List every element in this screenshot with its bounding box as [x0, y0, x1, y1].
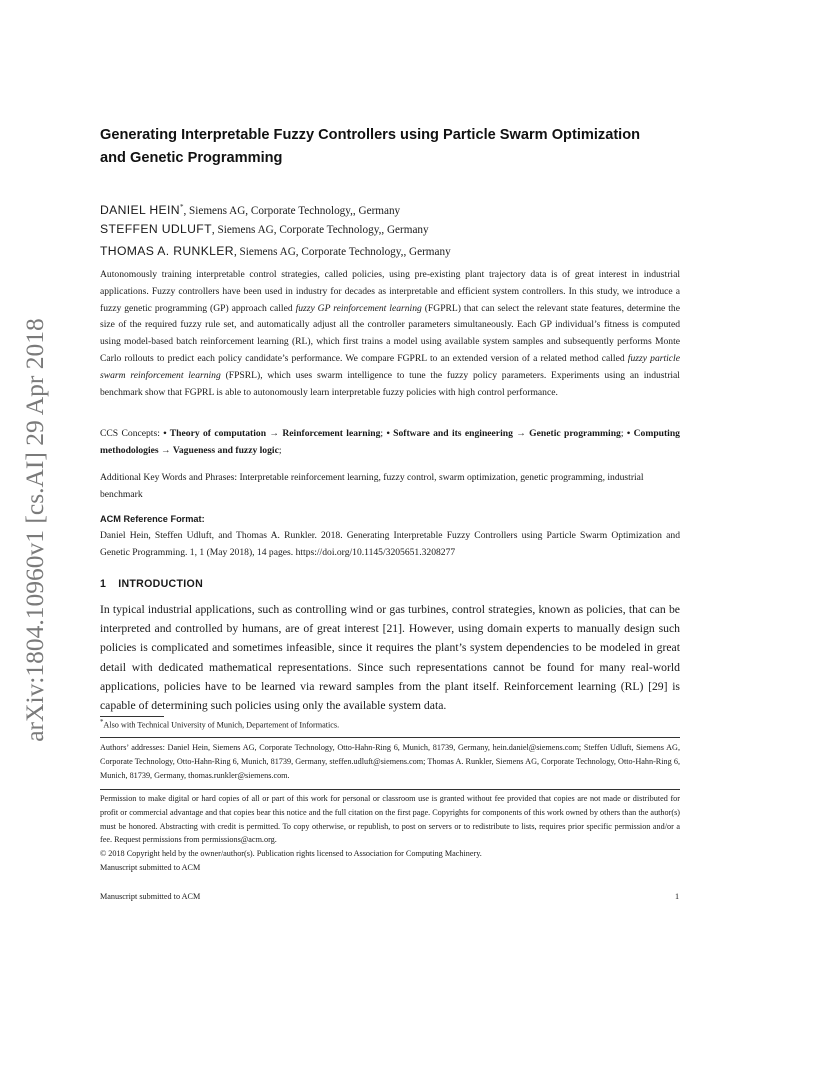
abstract-text: (FPSRL), which uses swarm intelligence to tune the fuzzy policy parameters. Experiments using an industrial benchmark show that FGPRL is able to autonomously learn interpretable fuzzy policies with high control performance. [100, 369, 680, 398]
abstract-text: (FGPRL) that can select the relevant state features, determine the size of the required fuzzy rule set, and automatically adjust all the controller parameters simultaneously. Each GP individual’s fitness is computed using model-based batch reinforcement learning (RL), which first trains a model using available system samples and subsequently performs Monte Carlo rollouts to predict each policy candidate’s performance. We compare FGPRL to an extended version of a related method called [100, 302, 680, 364]
ccs-concept: • Theory of computation → Reinforcement learning [163, 428, 381, 439]
ccs-separator: ; [620, 428, 627, 439]
author-name: THOMAS A. RUNKLER [100, 244, 234, 258]
footnote-rule [100, 716, 164, 717]
copyright-line: © 2018 Copyright held by the owner/author(s). Publication rights licensed to Association for Computing Machinery. [100, 849, 482, 859]
permission-notice [100, 792, 680, 875]
ccs-separator: ; [278, 444, 282, 456]
page-number: 1 [675, 892, 680, 901]
abstract [100, 267, 680, 401]
author-affiliation: , Siemens AG, Corporate Technology,, Germany [211, 224, 429, 236]
footnote [100, 719, 339, 730]
ccs-concept: • Computing methodologies → Vagueness and fuzzy logic [100, 428, 680, 456]
author-affiliation: , Siemens AG, Corporate Technology,, Germany [233, 246, 451, 258]
permission-rule [100, 789, 680, 790]
acm-reference-text: Daniel Hein, Steffen Udluft, and Thomas A. Runkler. 2018. Generating Interpretable Fuzzy Controllers using Particle Swarm Optimization and Genetic Programming. 1, 1 (May 2018), 14 pages. https://doi.org/10.1145/3205651.3208277 [100, 530, 680, 558]
permission-text: Permission to make digital or hard copies of all or part of this work for personal or classroom use is granted without fee provided that copies are not made or distributed for profit or commercial advantage and that copies bear this notice and the full citation on the first page. Copyrights for components of this work owned by others than the author(s) must be honored. Abstracting with credit is permitted. To copy otherwise, or republish, to post on servers or to redistribute to lists, requires prior specific permission and/or a fee. Request permissions from permissions@acm.org. [100, 794, 680, 845]
author-name: DANIEL HEIN [100, 203, 180, 218]
ccs-separator: ; [380, 428, 387, 439]
ccs-concepts [100, 426, 680, 460]
footnote-text: Also with Technical University of Munich, Departement of Informatics. [103, 720, 340, 730]
ccs-concept: • Software and its engineering → Genetic programming [386, 428, 621, 439]
introduction-paragraph: In typical industrial applications, such as controlling wind or gas turbines, control strategies, known as policies, that can be interpreted and controlled by humans, are of great interest [21]. However, using domain experts to manually design such policies is complicated and sometimes infeasible, since it requires the plant’s system dependencies to be modeled in great detail with dedicated mathematical representations. Since such representations cannot be found for many real-world applications, policies have to be learned via reward samples from the plant itself. Reinforcement learning (RL) [29] is capable of determining such policies using only the available system data. [100, 603, 680, 713]
abstract-emphasis: fuzzy GP reinforcement learning [295, 302, 422, 314]
addresses-rule [100, 737, 680, 738]
author-entry [100, 218, 680, 240]
abstract-emphasis: fuzzy particle swarm reinforcement learning [100, 352, 680, 381]
acm-reference-heading: ACM Reference Format: [100, 514, 205, 524]
title-line-1: Generating Interpretable Fuzzy Controllers using Particle Swarm Optimization [100, 127, 641, 143]
author-name: STEFFEN UDLUFT [100, 222, 212, 236]
section-heading [100, 578, 203, 590]
author-list [100, 196, 680, 262]
paper-title [100, 124, 700, 170]
arxiv-stamp-text: arXiv:1804.10960v1 [cs.AI] 29 Apr 2018 [20, 318, 49, 742]
abstract-text: Autonomously training interpretable control strategies, called policies, using pre-existing plant trajectory data is of great interest in industrial applications. Fuzzy controllers have been used in industry for decades as interpretable and efficient system controllers. In this study, we introduce a fuzzy genetic programming (GP) approach called [100, 269, 680, 314]
footer-left: Manuscript submitted to ACM [100, 892, 201, 901]
author-affiliation: , Siemens AG, Corporate Technology,, Germany [183, 205, 401, 218]
manuscript-line: Manuscript submitted to ACM [100, 862, 201, 872]
author-entry [100, 240, 680, 262]
section-title: INTRODUCTION [118, 578, 204, 590]
section-number: 1 [100, 578, 107, 590]
author-footnote-mark: * [179, 203, 184, 211]
ccs-label: CCS Concepts: [100, 428, 164, 439]
author-entry [100, 196, 680, 218]
footnote-mark: * [100, 719, 104, 726]
keywords: Additional Key Words and Phrases: Interpretable reinforcement learning, fuzzy control, swarm optimization, genetic programming, industrial benchmark [100, 472, 644, 500]
author-addresses: Authors’ addresses: Daniel Hein, Siemens AG, Corporate Technology, Otto-Hahn-Ring 6, Munich, 81739, Germany, hein.daniel@siemens.com; Steffen Udluft, Siemens AG, Corporate Technology, Otto-Hahn-Ring 6, Munich, 81739, Germany, steffen.udluft@siemens.com; Thomas A. Runkler, Siemens AG, Corporate Technology, Otto-Hahn-Ring 6, Munich, 81739, Germany, thomas.runkler@siemens.com. [100, 743, 680, 780]
title-line-2: and Genetic Programming [100, 150, 283, 166]
